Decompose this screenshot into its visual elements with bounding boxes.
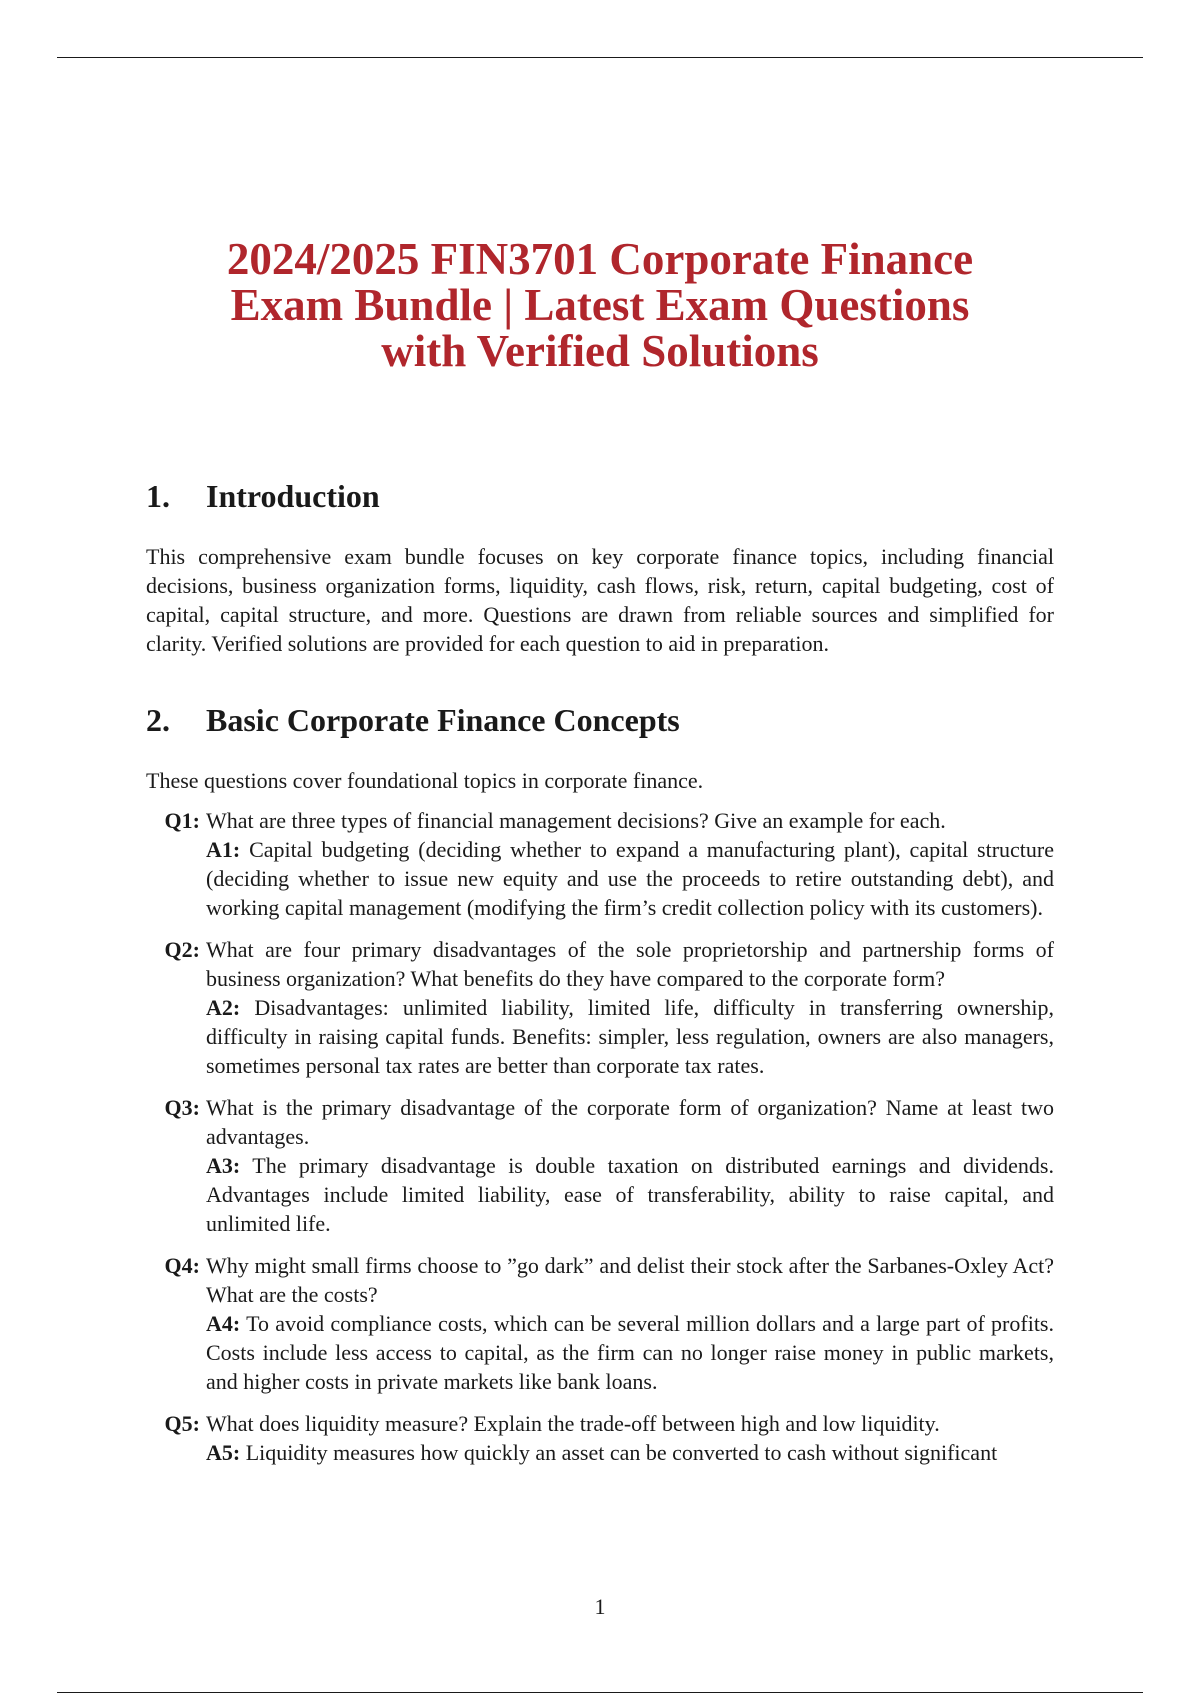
bottom-rule: [57, 1692, 1143, 1693]
qa-body: [206, 935, 1054, 1080]
qa-list: [146, 806, 1054, 1480]
qa-body: [206, 1409, 1054, 1467]
question-text: Why might small firms choose to ”go dark” and delist their stock after the Sarbanes-Oxley Act? What are the costs?: [206, 1253, 1054, 1307]
question-text: What does liquidity measure? Explain the trade-off between high and low liquidity.: [206, 1411, 940, 1436]
section-title: Basic Corporate Finance Concepts: [206, 702, 680, 738]
qa-item: [146, 1409, 1054, 1467]
answer-label: A2:: [206, 995, 241, 1020]
answer-text: Disadvantages: unlimited liability, limited life, difficulty in transferring ownership, difficulty in raising capital funds. Benefits: simpler, less regulation, owners are also managers, sometimes personal tax rates are better than corporate tax rates.: [206, 995, 1054, 1078]
basic-concepts-body: [146, 766, 1054, 795]
page-number: 1: [594, 1594, 606, 1619]
answer: [206, 1151, 1054, 1238]
section-number: 2.: [146, 702, 170, 738]
question-text: What are four primary disadvantages of the sole proprietorship and partnership forms of business organization? What benefits do they have compared to the corporate form?: [206, 937, 1054, 991]
basic-concepts-paragraph: These questions cover foundational topics in corporate finance.: [146, 768, 704, 793]
answer-text: To avoid compliance costs, which can be several million dollars and a large part of profits. Costs include less access to capital, as the firm can no longer raise money in public markets, and higher costs in private markets like bank loans.: [206, 1311, 1054, 1394]
question-label: Q4:: [164, 1253, 200, 1278]
section-number: 1.: [146, 478, 170, 514]
question-text: What is the primary disadvantage of the corporate form of organization? Name at least two advantages.: [206, 1095, 1054, 1149]
section-heading-introduction: [146, 478, 1054, 514]
answer-text: Liquidity measures how quickly an asset can be converted to cash without significant: [245, 1440, 998, 1465]
answer-label: A5:: [206, 1440, 241, 1465]
question-label: Q1:: [164, 808, 200, 833]
answer: [206, 1309, 1054, 1396]
section-basic-concepts: [146, 702, 1054, 738]
title-line-1: 2024/2025 FIN3701 Corporate Finance: [226, 234, 974, 284]
qa-item: [146, 935, 1054, 1080]
title-line-3: with Verified Solutions: [381, 326, 819, 376]
question-label: Q3:: [164, 1095, 200, 1120]
document-title: [150, 236, 1050, 374]
question-text: What are three types of financial management decisions? Give an example for each.: [206, 808, 946, 833]
qa-item: [146, 1093, 1054, 1238]
qa-body: [206, 806, 1054, 922]
top-rule: [57, 57, 1143, 58]
answer-label: A3:: [206, 1153, 241, 1178]
answer: [206, 1438, 1054, 1467]
qa-item: [146, 806, 1054, 922]
question-label: Q2:: [164, 937, 200, 962]
answer-text: Capital budgeting (deciding whether to expand a manufacturing plant), capital structure (deciding whether to issue new equity and use the proceeds to retire outstanding debt), and working capital management (modifying the firm’s credit collection policy with its customers).: [206, 837, 1054, 920]
qa-body: [206, 1093, 1054, 1238]
question-label: Q5:: [164, 1411, 200, 1436]
answer-label: A1:: [206, 837, 241, 862]
answer-text: The primary disadvantage is double taxation on distributed earnings and dividends. Advantages include limited liability, ease of transferability, ability to raise capital, and unlimited life.: [206, 1153, 1054, 1236]
section-title: Introduction: [206, 478, 380, 514]
introduction-body: [146, 542, 1054, 658]
qa-body: [206, 1251, 1054, 1396]
answer: [206, 993, 1054, 1080]
answer: [206, 835, 1054, 922]
section-introduction: [146, 478, 1054, 514]
qa-item: [146, 1251, 1054, 1396]
introduction-paragraph: This comprehensive exam bundle focuses on key corporate finance topics, including financial decisions, business organization forms, liquidity, cash flows, risk, return, capital budgeting, cost of capital, capital structure, and more. Questions are drawn from reliable sources and simplified for clarity. Verified solutions are provided for each question to aid in preparation.: [146, 544, 1054, 656]
section-heading-basic-concepts: [146, 702, 1054, 738]
answer-label: A4:: [206, 1311, 241, 1336]
title-line-2: Exam Bundle | Latest Exam Questions: [230, 280, 970, 330]
